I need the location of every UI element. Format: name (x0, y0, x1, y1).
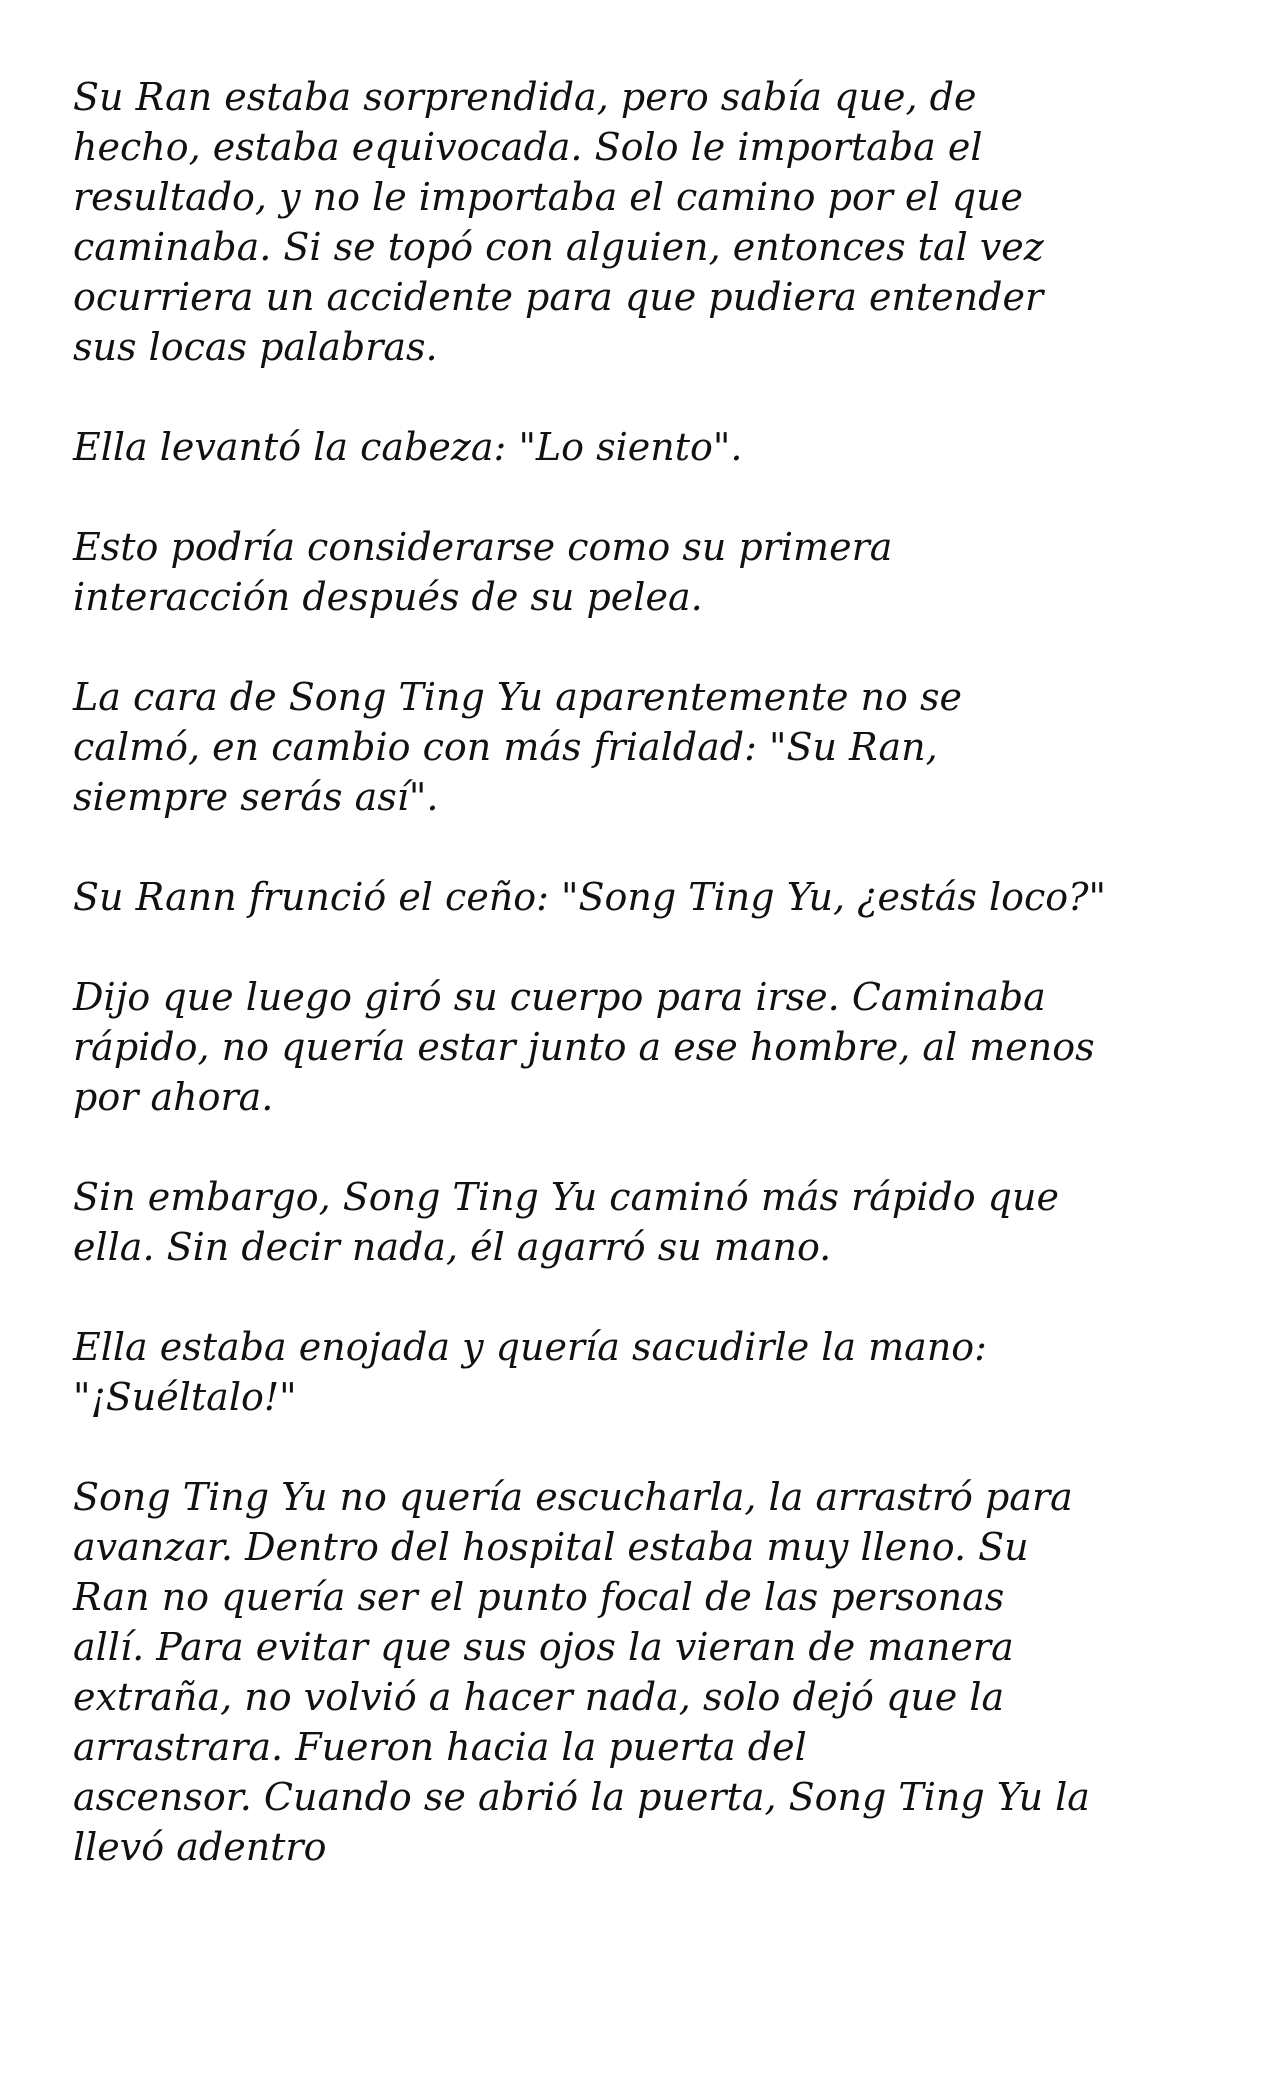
paragraph-6: Dijo que luego giró su cuerpo para irse. Caminaba rápido, no quería estar junto a ese hombre, al menos por ahora. (73, 975, 1095, 1119)
paragraph-9: Song Ting Yu no quería escucharla, la arrastró para avanzar. Dentro del hospital estaba muy lleno. Su Ran no quería ser el punto focal de las personas allí. Para evitar que sus ojos la vieran de manera extraña, no volvió a hacer nada, solo dejó que la arrastrara. Fueron hacia la puerta del ascensor. Cuando se abrió la puerta, Song Ting Yu la llevó adentro (73, 1475, 1090, 1869)
paragraph-2: Ella levantó la cabeza: "Lo siento". (73, 425, 743, 469)
paragraph-5: Su Rann frunció el ceño: "Song Ting Yu, ¿estás loco?" (73, 875, 1107, 919)
paragraph-1: Su Ran estaba sorprendida, pero sabía que, de hecho, estaba equivocada. Solo le importaba el resultado, y no le importaba el camino por el que caminaba. Si se topó con alguien, entonces tal vez ocurriera un accidente para que pudiera entender sus locas palabras. (73, 75, 1044, 369)
paragraph-3: Esto podría considerarse como su primera interacción después de su pelea. (73, 525, 893, 619)
document-body (73, 72, 1233, 1922)
paragraph-8: Ella estaba enojada y quería sacudirle la mano: "¡Suéltalo!" (73, 1325, 987, 1419)
paragraph-7: Sin embargo, Song Ting Yu caminó más rápido que ella. Sin decir nada, él agarró su mano. (73, 1175, 1059, 1269)
paragraph-4: La cara de Song Ting Yu aparentemente no se calmó, en cambio con más frialdad: "Su Ran, siempre serás así". (73, 675, 962, 819)
